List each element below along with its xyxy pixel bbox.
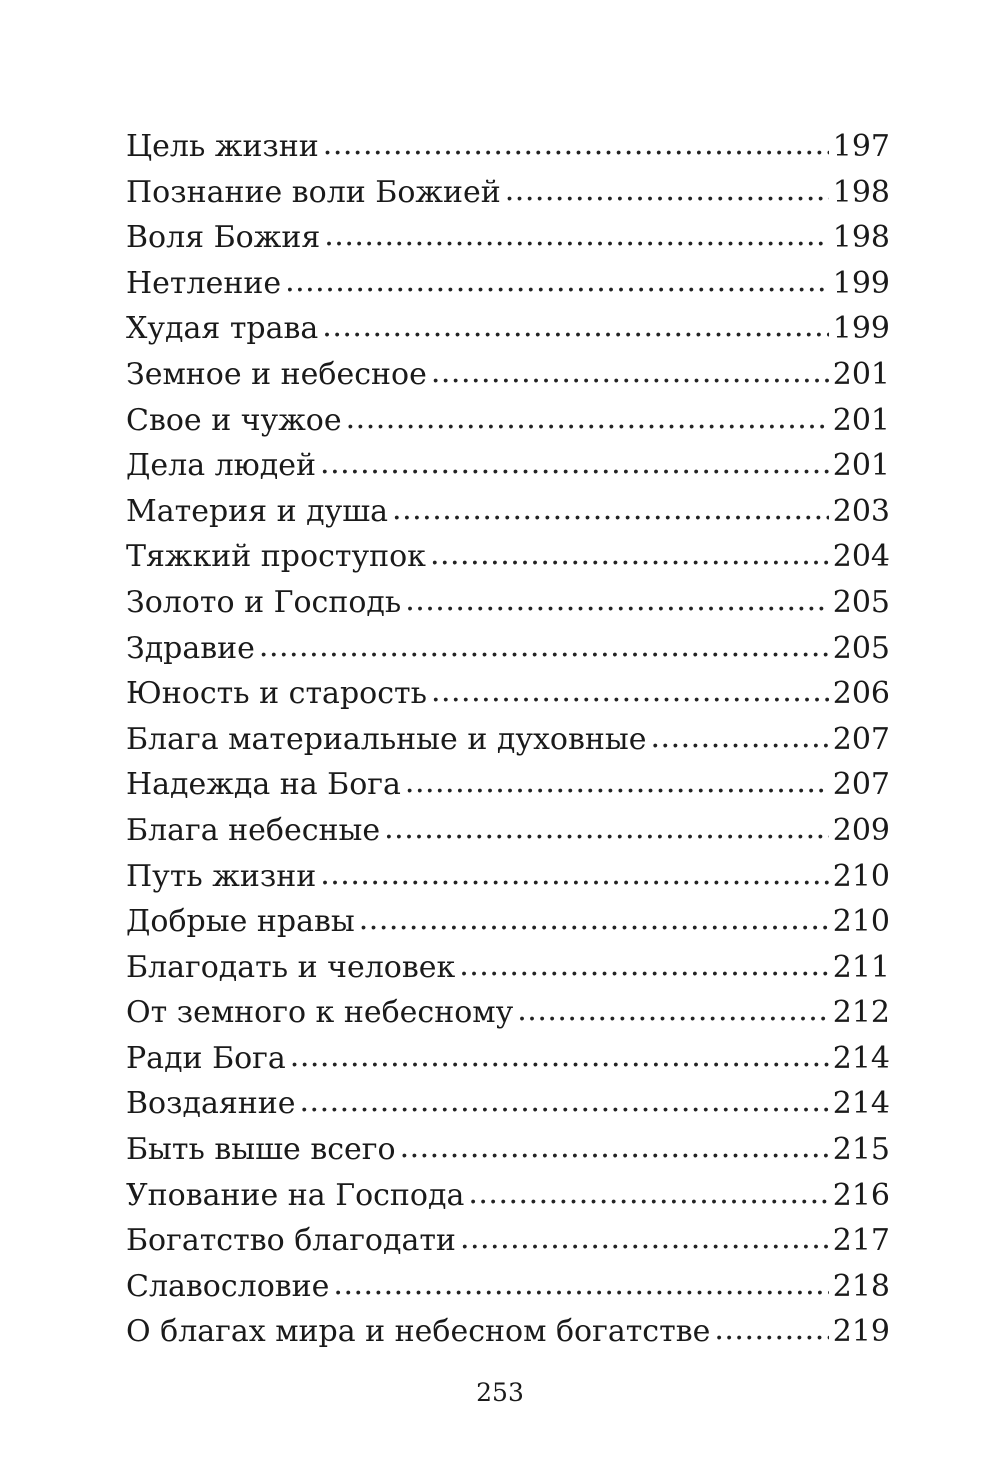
toc-entry-page: 209 xyxy=(832,812,890,848)
toc-entry-title: Надежда на Бога xyxy=(126,767,401,803)
toc-entry-page: 215 xyxy=(832,1132,890,1168)
toc-entry-title: Нетление xyxy=(126,265,282,301)
toc-entry-page: 205 xyxy=(832,584,890,620)
toc-entry-title: Тяжкий проступок xyxy=(126,539,426,575)
toc-entry-title: От земного к небесному xyxy=(126,995,514,1031)
toc-entry xyxy=(126,899,890,945)
toc-entry-page: 206 xyxy=(832,676,890,712)
toc-entry-title: Путь жизни xyxy=(126,858,317,894)
dot-leader xyxy=(320,441,829,487)
toc-entry-page: 201 xyxy=(832,448,890,484)
dot-leader xyxy=(324,213,828,259)
toc-entry-title: Свое и чужое xyxy=(126,402,342,438)
toc-entry-page: 207 xyxy=(832,767,890,803)
toc-entry xyxy=(126,671,890,717)
dot-leader xyxy=(346,396,829,442)
dot-leader xyxy=(400,1125,829,1171)
toc-entry-page: 214 xyxy=(832,1086,890,1122)
dot-leader xyxy=(405,578,829,624)
toc-entry xyxy=(126,945,890,991)
page-number: 253 xyxy=(476,1378,524,1407)
dot-leader xyxy=(285,259,829,305)
toc-entry xyxy=(126,1081,890,1127)
dot-leader xyxy=(322,304,828,350)
toc-entry-page: 210 xyxy=(832,904,890,940)
toc-entry-title: Блага материальные и духовные xyxy=(126,721,647,757)
toc-entry xyxy=(126,580,890,626)
toc-entry-page: 199 xyxy=(832,311,890,347)
toc-entry-page: 205 xyxy=(832,630,890,666)
toc-entry-page: 199 xyxy=(832,265,890,301)
dot-leader xyxy=(323,122,829,168)
dot-leader xyxy=(468,1171,828,1217)
toc-entry-title: Воля Божия xyxy=(126,220,321,256)
dot-leader xyxy=(359,897,829,943)
toc-entry-title: Славословие xyxy=(126,1268,330,1304)
toc-entry xyxy=(126,808,890,854)
toc-entry xyxy=(126,1127,890,1173)
dot-leader xyxy=(430,532,829,578)
toc-entry-title: Богатство благодати xyxy=(126,1223,456,1259)
toc-entry-page: 218 xyxy=(832,1268,890,1304)
toc-entry xyxy=(126,990,890,1036)
toc-entry xyxy=(126,854,890,900)
toc-entry-title: Воздаяние xyxy=(126,1086,296,1122)
dot-leader xyxy=(392,487,829,533)
toc-entry-title: Земное и небесное xyxy=(126,356,427,392)
toc-entry xyxy=(126,215,890,261)
toc-entry-page: 211 xyxy=(832,949,890,985)
toc-entry xyxy=(126,1036,890,1082)
toc-entry-page: 212 xyxy=(832,995,890,1031)
dot-leader xyxy=(300,1079,829,1125)
toc-entry-page: 216 xyxy=(832,1177,890,1213)
toc-entry xyxy=(126,717,890,763)
toc-entry xyxy=(126,489,890,535)
toc-entry-title: Ради Бога xyxy=(126,1040,286,1076)
toc-entry-title: Познание воли Божией xyxy=(126,174,501,210)
toc-entry xyxy=(126,352,890,398)
dot-leader xyxy=(431,350,829,396)
dot-leader xyxy=(259,624,829,670)
toc-entry-title: Здравие xyxy=(126,630,255,666)
toc-entry-page: 214 xyxy=(832,1040,890,1076)
dot-leader xyxy=(333,1262,828,1308)
toc-entry xyxy=(126,1309,890,1355)
toc-entry xyxy=(126,534,890,580)
toc-entry-title: О благах мира и небесном богатстве xyxy=(126,1314,711,1350)
toc-entry xyxy=(126,306,890,352)
toc-entry xyxy=(126,1264,890,1310)
table-of-contents xyxy=(126,124,890,1355)
toc-entry-page: 203 xyxy=(832,493,890,529)
toc-entry-page: 201 xyxy=(832,402,890,438)
toc-entry xyxy=(126,762,890,808)
toc-entry-page: 217 xyxy=(832,1223,890,1259)
toc-entry xyxy=(126,124,890,170)
toc-entry-title: Цель жизни xyxy=(126,129,319,164)
dot-leader xyxy=(431,669,829,715)
toc-entry-title: Упование на Господа xyxy=(126,1177,465,1213)
toc-entry xyxy=(126,443,890,489)
toc-entry-title: Блага небесные xyxy=(126,812,381,848)
toc-entry-page: 197 xyxy=(832,129,890,164)
dot-leader xyxy=(290,1034,829,1080)
toc-entry xyxy=(126,398,890,444)
dot-leader xyxy=(384,806,829,852)
toc-entry xyxy=(126,626,890,672)
toc-entry-page: 201 xyxy=(832,356,890,392)
dot-leader xyxy=(651,715,829,761)
toc-entry-title: Материя и душа xyxy=(126,493,389,529)
toc-entry xyxy=(126,1218,890,1264)
toc-entry-page: 198 xyxy=(832,220,890,256)
toc-entry-title: Худая трава xyxy=(126,311,319,347)
toc-entry-page: 207 xyxy=(832,721,890,757)
toc-entry xyxy=(126,261,890,307)
toc-entry-page: 219 xyxy=(832,1314,890,1350)
toc-entry-page: 210 xyxy=(832,858,890,894)
toc-entry-title: Дела людей xyxy=(126,448,317,484)
toc-entry-title: Быть выше всего xyxy=(126,1132,396,1168)
toc-entry xyxy=(126,1173,890,1219)
dot-leader xyxy=(405,760,829,806)
dot-leader xyxy=(517,988,828,1034)
dot-leader xyxy=(505,168,829,214)
dot-leader xyxy=(460,1216,829,1262)
toc-entry-page: 204 xyxy=(832,539,890,575)
toc-entry-title: Благодать и человек xyxy=(126,949,456,985)
dot-leader xyxy=(459,943,829,989)
dot-leader xyxy=(320,852,829,898)
dot-leader xyxy=(714,1307,828,1353)
toc-entry-title: Добрые нравы xyxy=(126,904,355,940)
toc-entry xyxy=(126,170,890,216)
toc-entry-title: Золото и Господь xyxy=(126,584,402,620)
toc-entry-page: 198 xyxy=(832,174,890,210)
toc-entry-title: Юность и старость xyxy=(126,676,427,712)
